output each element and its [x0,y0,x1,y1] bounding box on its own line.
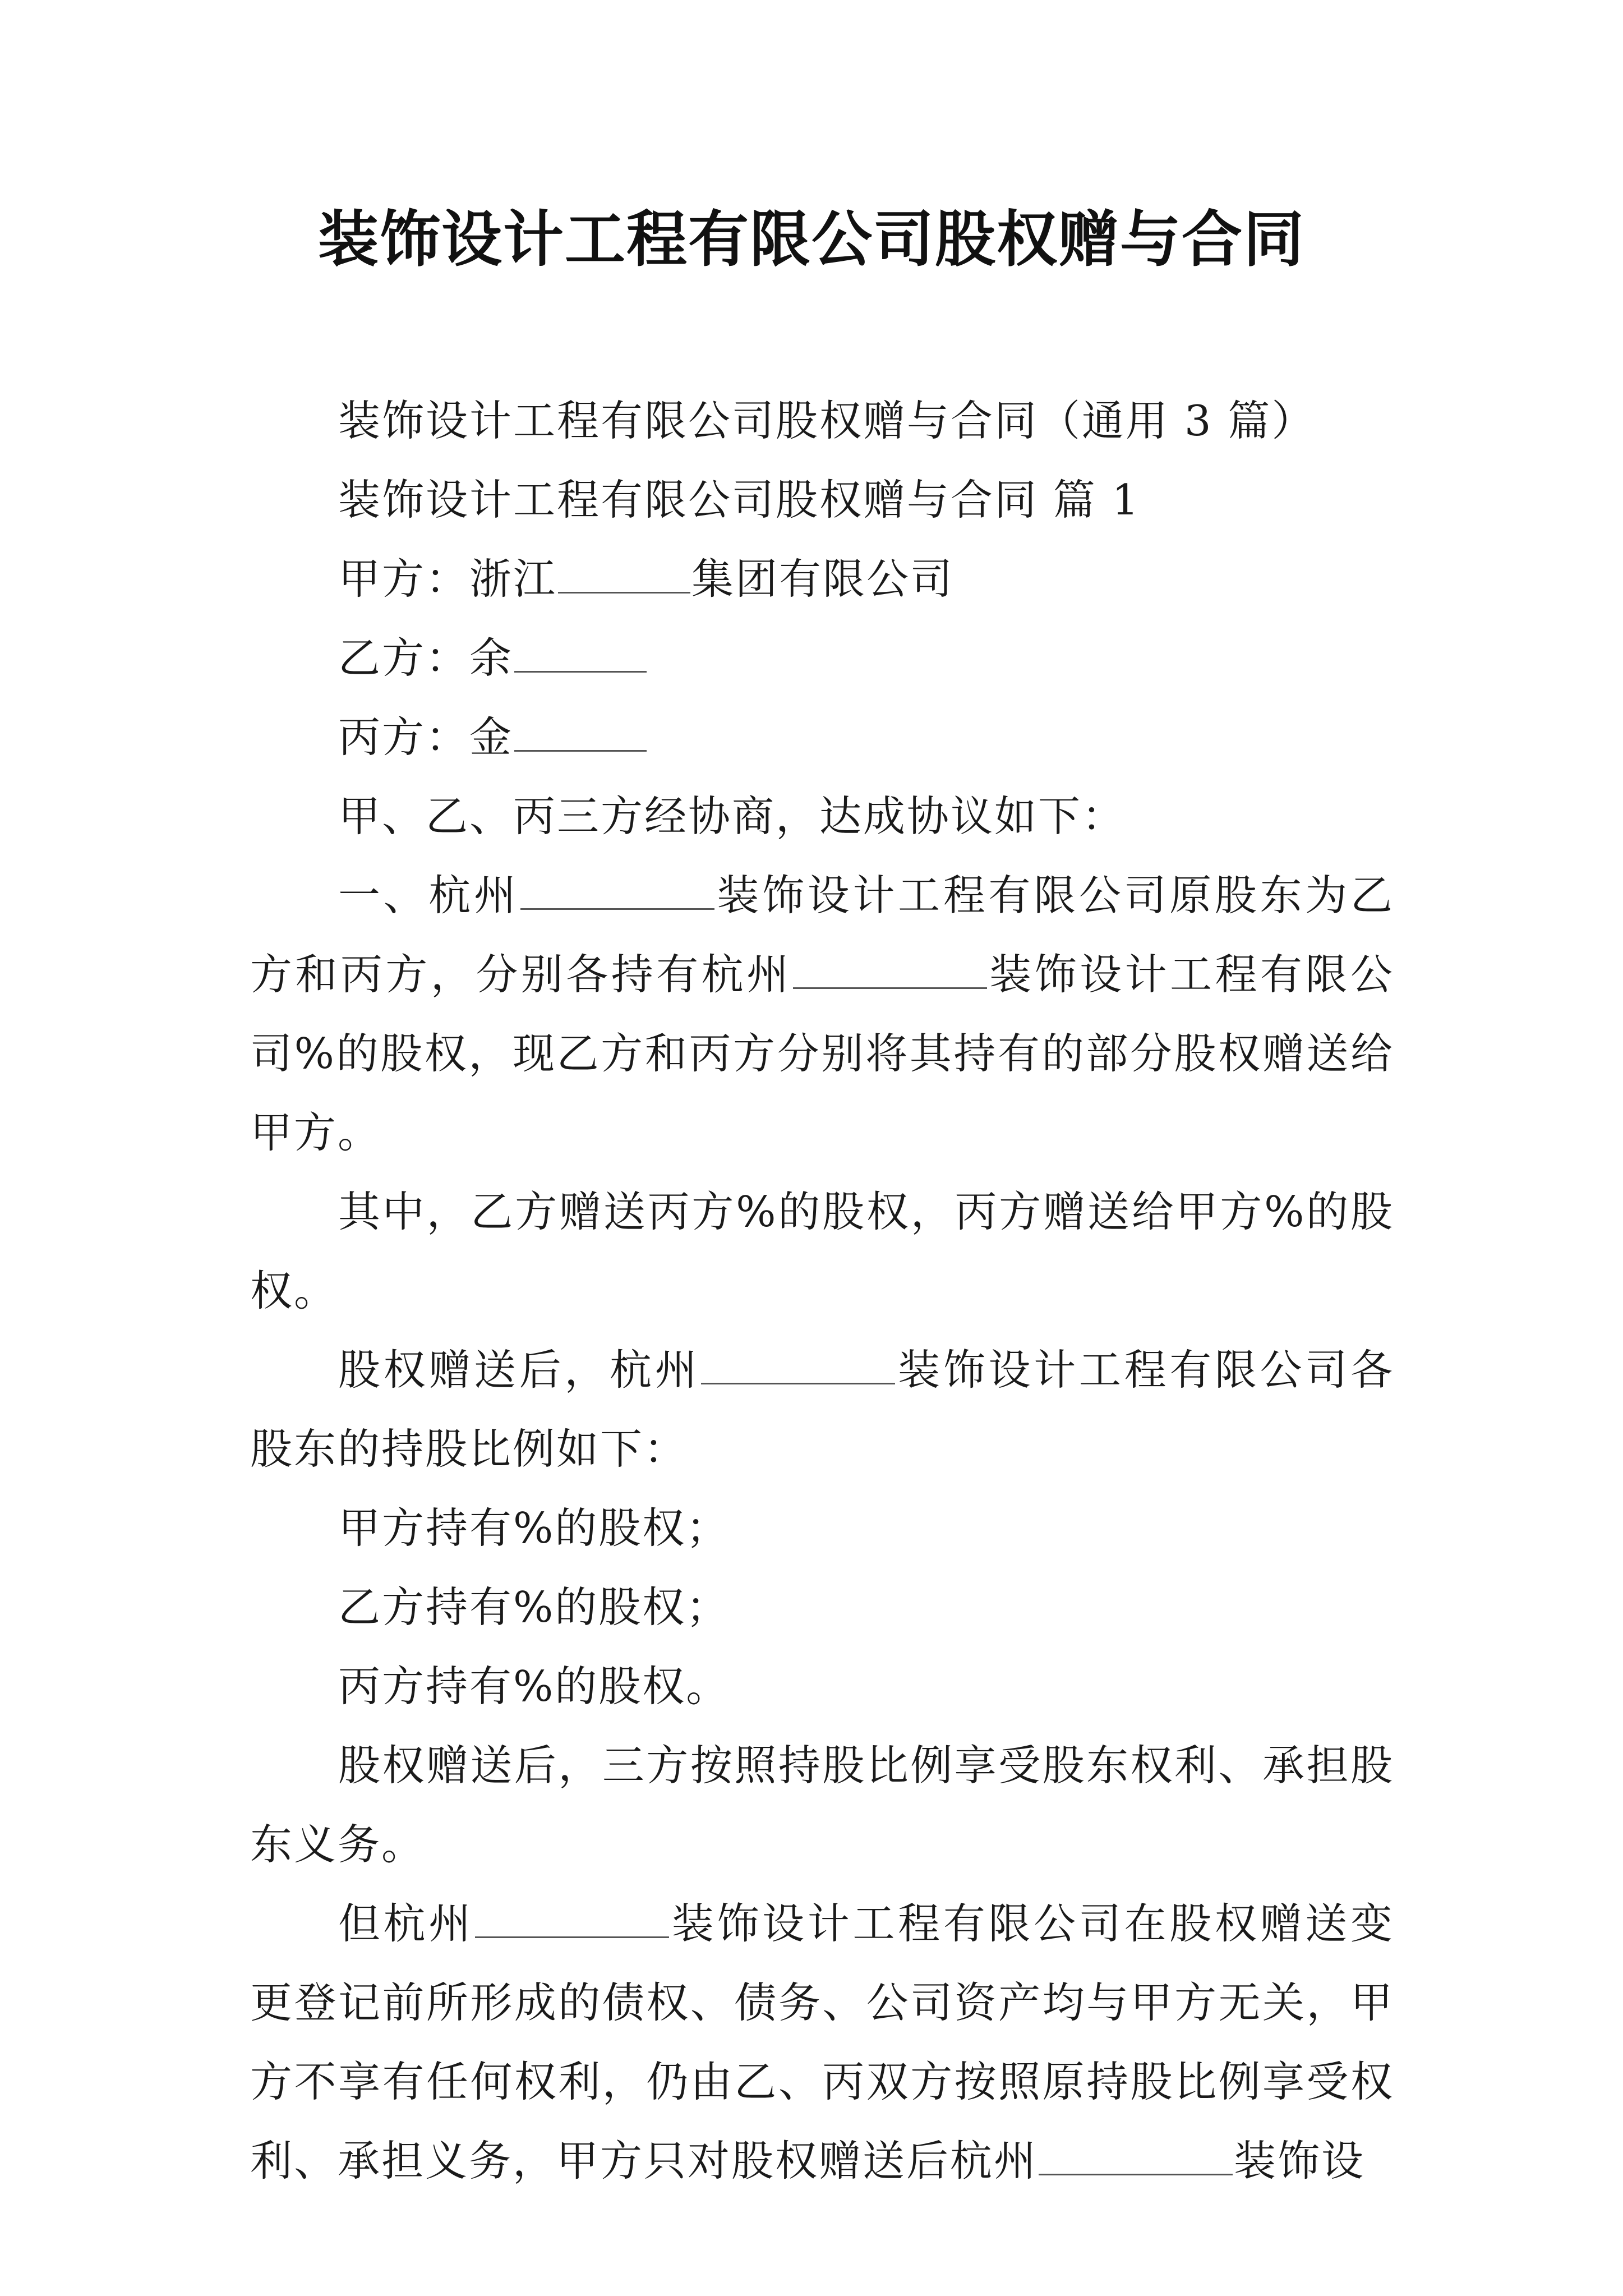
holding-b-paragraph [250,1568,1394,1647]
transfer-detail-text: 其中，乙方赠送丙方%的股权，丙方赠送给甲方%的股权。 [250,1187,1394,1315]
party-a-line [250,540,1394,619]
clause-1-paragraph [250,856,1394,1172]
rights-obligations-text: 股权赠送后，三方按照持股比例享受股东权利、承担股东义务。 [250,1741,1394,1869]
party-c-prefix: 丙方：金 [338,712,514,762]
party-b-prefix: 乙方：余 [338,633,514,683]
party-a-suffix: 集团有限公司 [691,554,955,604]
section-heading-text: 装饰设计工程有限公司股权赠与合同 篇 1 [338,475,1141,524]
holding-b-text: 乙方持有%的股权； [338,1582,730,1632]
document-title: 装饰设计工程有限公司股权赠与合同 [317,205,1305,275]
holding-a-paragraph [250,1489,1394,1568]
rights-obligations-paragraph [250,1726,1394,1884]
clause-1-text-1: 一、杭州 [338,871,519,920]
party-c-name-blank [514,715,647,752]
liability-text-3: 装饰设 [1234,2136,1366,2185]
liability-paragraph [250,1884,1394,2201]
holding-c-paragraph [250,1647,1394,1726]
party-c-line [250,698,1394,777]
agreement-intro-text: 甲、乙、丙三方经协商，达成协议如下： [338,792,1126,841]
party-b-name-blank [514,636,647,673]
subtitle-paragraph [250,381,1394,461]
liability-text-2: 装饰设计工程有限公司在股权赠送变更登记前所形成的债权、债务、公司资产均与甲方无关，甲方不享有任何权利，仍由乙、丙双方按照原持股比例享受权利、承担义务，甲方只对股权赠送后杭州 [250,1899,1394,2185]
liability-text-1: 但杭州 [338,1899,474,1948]
clause-1-text-3: 装饰设计工程有限公司%的股权，现乙方和丙方分别将其持有的部分股权赠送给甲方。 [250,950,1394,1157]
after-transfer-text-1: 股权赠送后，杭州 [338,1345,700,1395]
subtitle-text: 装饰设计工程有限公司股权赠与合同（通用 3 篇） [338,396,1316,445]
transfer-detail-paragraph [250,1172,1394,1331]
company-name-blank [520,873,714,910]
section-heading-paragraph [250,461,1394,540]
holding-c-text: 丙方持有%的股权。 [338,1662,730,1711]
party-b-line [250,619,1394,698]
after-transfer-text-2: 装饰设计工程有限公司各股东的持股比例如下： [250,1345,1394,1474]
clause-1-text-2: 装饰设计工程有限公司原股东为乙方和丙方，分别各持有杭州 [250,871,1394,999]
company-name-blank [1039,2139,1233,2175]
after-transfer-paragraph [250,1331,1394,1489]
company-name-blank [475,1902,669,1938]
party-a-name-blank [558,557,690,593]
company-name-blank [701,1348,895,1384]
party-a-prefix: 甲方：浙江 [338,554,557,604]
agreement-intro-paragraph [250,777,1394,856]
holding-a-text: 甲方持有%的股权； [338,1503,730,1553]
document-body [250,381,1394,2201]
company-name-blank [793,953,987,989]
